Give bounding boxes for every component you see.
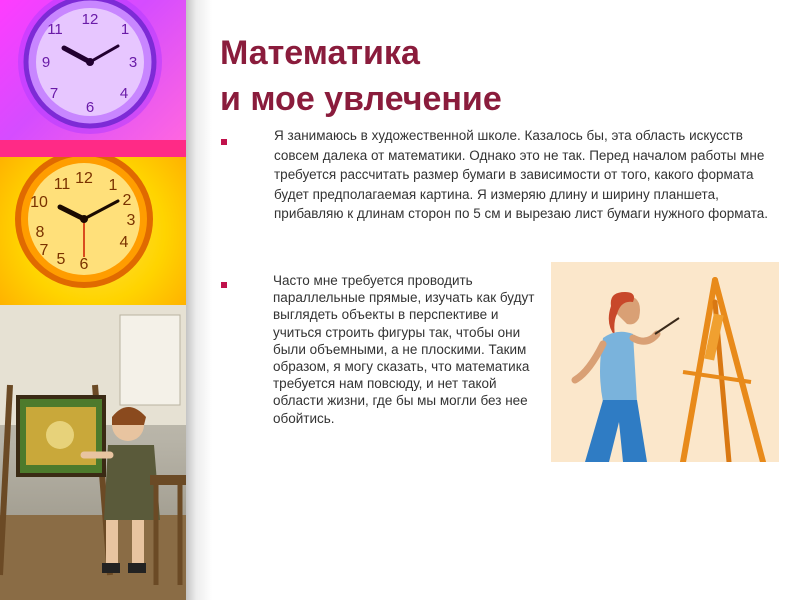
svg-text:4: 4 [119,85,129,102]
svg-text:11: 11 [53,176,71,193]
purple-clock-icon [0,0,186,140]
paragraph-math-everywhere: Часто мне требуется проводить параллельные прямые, изучать как будут выглядеть объекты в перспективе и учиться строить фигуры так, чтобы они были объемными, а не плоскими. Таким образом, я могу сказать, что математика требуется нам повсюду, и нет такой области жизни, где бы мы могли без нее обойтись. [273,273,535,426]
yellow-clock-icon [0,157,186,305]
child-painting-photo [0,305,186,600]
yellow-clock-photo [0,157,186,305]
left-photo-strip [0,0,186,600]
strip-shadow [186,0,212,600]
svg-text:8: 8 [35,224,45,241]
purple-clock-photo [0,0,186,140]
svg-text:11: 11 [47,21,63,38]
svg-text:9: 9 [41,54,51,71]
woman-painting-icon [551,262,779,462]
svg-text:10: 10 [30,194,48,211]
paragraph-art-school: Я занимаюсь в художественной школе. Казалось бы, эта область искусств совсем далека от математики. Однако это не так. Перед началом работы мне требуется рассчитать размер бумаги в зависимости от того, какого формата будет предполагаемая картина. Я измеряю длину и ширину планшета, прибавляю к длинам сторон по 5 см и вырезаю лист бумаги нужного формата. [274,128,769,221]
slide-title [220,30,502,122]
svg-text:12: 12 [75,170,93,187]
svg-text:6: 6 [79,256,89,273]
svg-text:7: 7 [39,242,49,259]
svg-text:6: 6 [85,99,95,116]
pink-divider [0,140,186,157]
svg-text:1: 1 [108,177,118,194]
svg-text:1: 1 [120,21,130,38]
svg-text:2: 2 [122,192,132,209]
bullet-marker-icon [221,139,227,145]
title-line-1: Математика [220,34,420,72]
svg-text:4: 4 [119,234,129,251]
bullet-marker-icon [221,282,227,288]
svg-text:3: 3 [128,54,138,71]
svg-text:5: 5 [56,251,66,268]
artist-illustration [551,262,779,462]
child-at-easel-icon [0,305,186,600]
svg-text:3: 3 [126,212,136,229]
svg-text:7: 7 [49,85,59,102]
title-line-2: и мое увлечение [220,80,502,118]
svg-text:12: 12 [81,11,99,28]
